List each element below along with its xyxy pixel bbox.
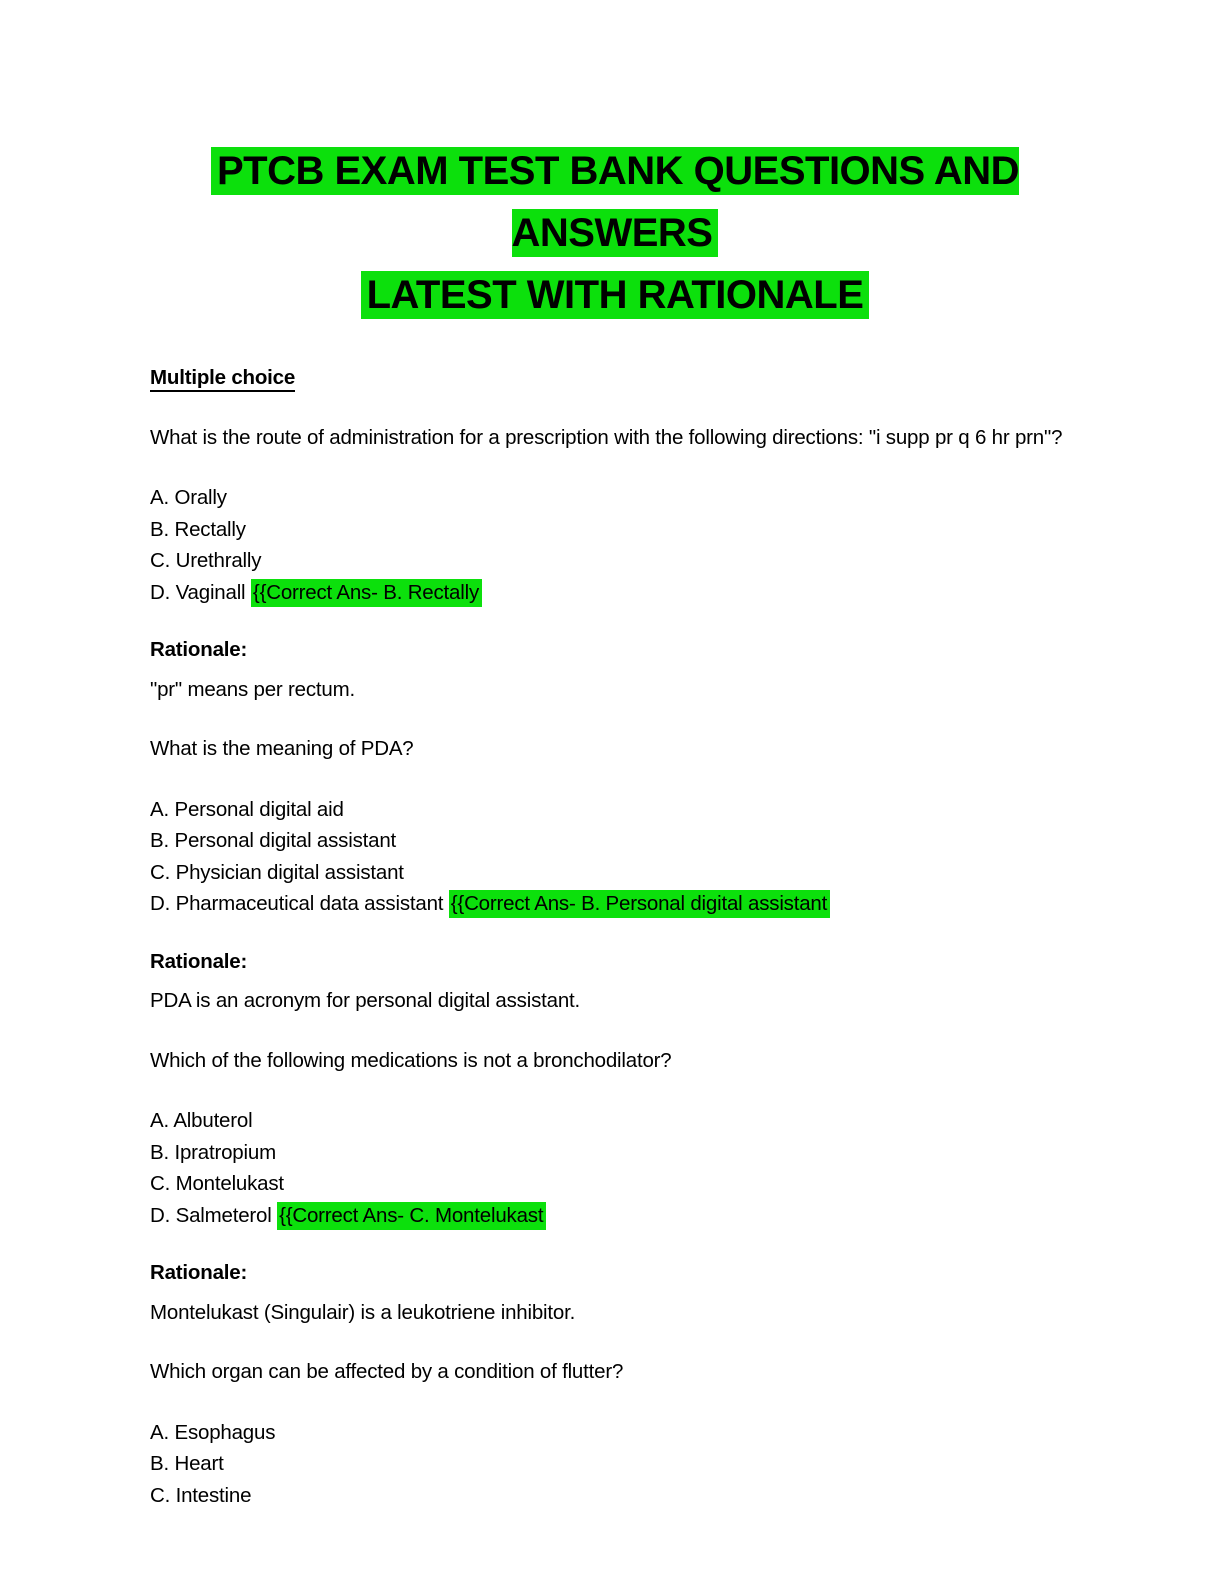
option-line: C. Physician digital assistant: [150, 860, 404, 884]
option-line: A. Esophagus: [150, 1420, 276, 1444]
rationale-label: Rationale:: [150, 638, 248, 661]
rationale-text: Montelukast (Singulair) is a leukotriene inhibitor.: [150, 1300, 576, 1324]
page-title-line1: PTCB EXAM TEST BANK QUESTIONS AND ANSWERS: [211, 147, 1019, 257]
question-text: What is the route of administration for a prescription with the following directions: "i supp pr q 6 hr prn"?: [150, 425, 1063, 449]
option-line: C. Montelukast: [150, 1172, 284, 1195]
option-line: C. Intestine: [150, 1483, 252, 1507]
rationale-text: PDA is an acronym for personal digital assistant.: [150, 989, 581, 1012]
options-list: [150, 794, 1080, 920]
rationale-label: Rationale:: [150, 1261, 248, 1284]
option-line: D. Pharmaceutical data assistant {{Correct Ans- B. Personal digital assistant: [150, 888, 1080, 920]
options-list: [150, 1417, 1080, 1512]
option-line: A. Albuterol: [150, 1109, 253, 1132]
rationale-label: Rationale:: [150, 949, 248, 973]
option-line: C. Urethrally: [150, 549, 262, 572]
options-list: [150, 482, 1080, 608]
question-text: Which of the following medications is not a bronchodilator?: [150, 1048, 672, 1072]
answer-highlight: {{Correct Ans- C. Montelukast: [277, 1202, 546, 1230]
options-list: [150, 1105, 1080, 1231]
option-line: B. Ipratropium: [150, 1140, 276, 1164]
option-line: A. Personal digital aid: [150, 797, 344, 821]
answer-highlight: {{Correct Ans- B. Rectally: [251, 579, 482, 607]
option-line: A. Orally: [150, 486, 227, 509]
question-text: Which organ can be affected by a condition of flutter?: [150, 1360, 624, 1383]
section-heading: Multiple choice: [150, 362, 1080, 394]
page-title-line2: LATEST WITH RATIONALE: [361, 271, 870, 319]
page-title: [150, 140, 1080, 326]
option-line: B. Heart: [150, 1452, 224, 1475]
answer-highlight: {{Correct Ans- B. Personal digital assistant: [449, 890, 830, 918]
rationale-text: "pr" means per rectum.: [150, 677, 355, 701]
question-text: What is the meaning of PDA?: [150, 737, 414, 760]
option-line: D. Salmeterol {{Correct Ans- C. Montelukast: [150, 1200, 1080, 1232]
option-line: B. Rectally: [150, 517, 246, 541]
option-line: B. Personal digital assistant: [150, 829, 397, 852]
option-line: D. Vaginall {{Correct Ans- B. Rectally: [150, 577, 1080, 609]
